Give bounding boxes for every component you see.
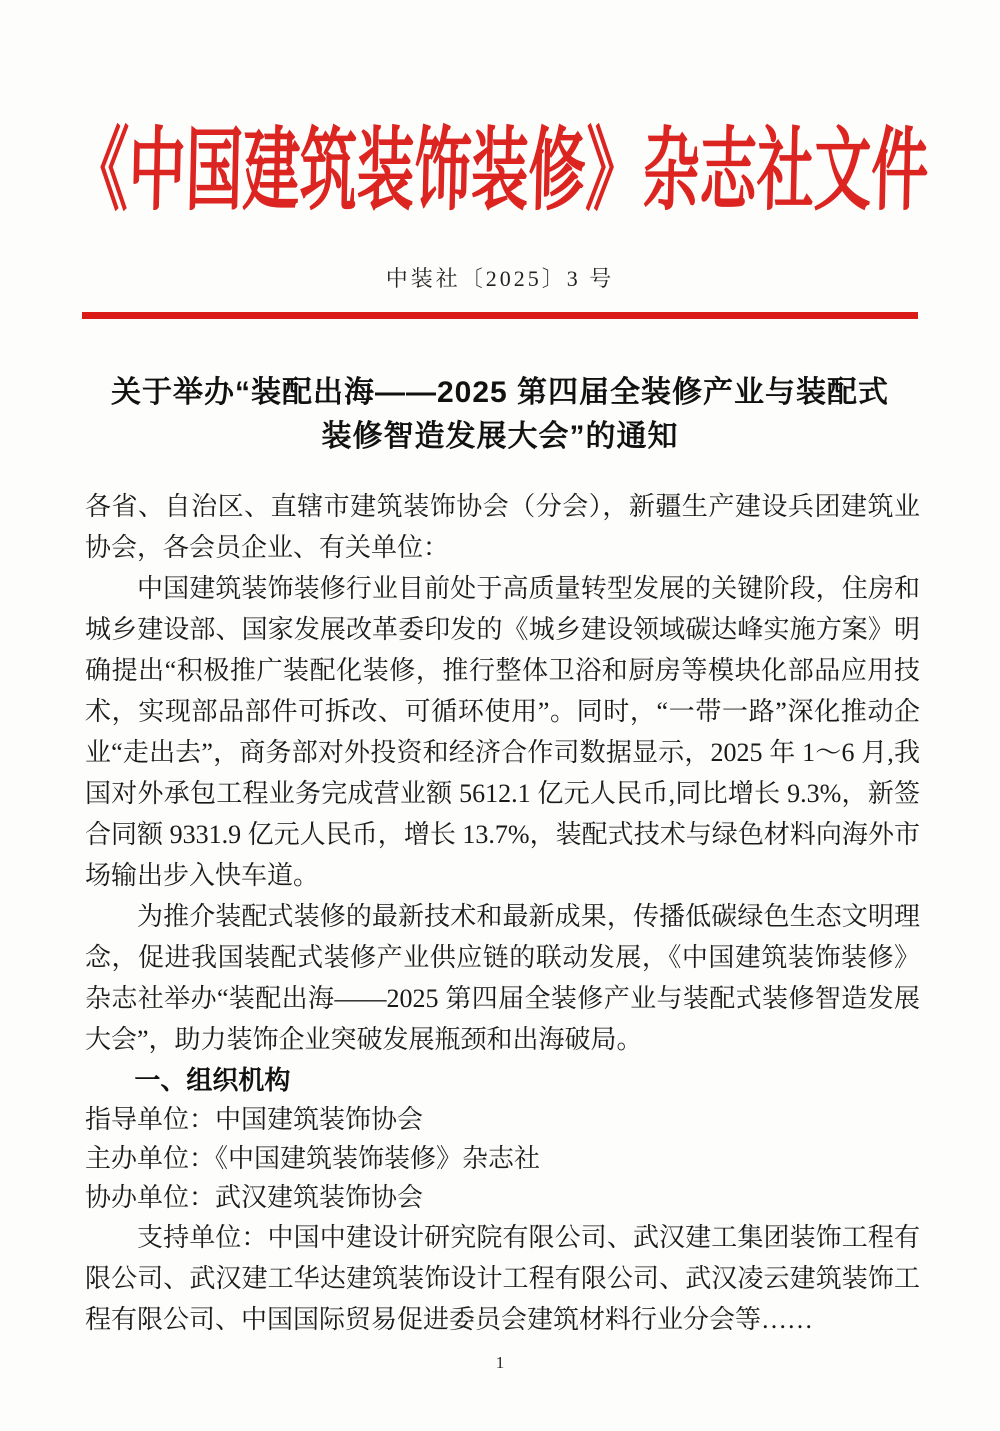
salutation: 各省、自治区、直辖市建筑装饰协会（分会），新疆生产建设兵团建筑业协会，各会员企业、有关单位：	[85, 492, 920, 562]
paragraph-support-units: 支持单位：中国中建设计研究院有限公司、武汉建工集团装饰工程有限公司、武汉建工华达建筑装饰设计工程有限公司、武汉凌云建筑装饰工程有限公司、中国国际贸易促进委员会建筑材料行业分会等……	[85, 1223, 920, 1334]
notice-title	[0, 371, 1000, 459]
doc-number: 中装社〔2025〕3 号	[385, 266, 615, 291]
org-item-host-unit: 主办单位：《中国建筑装饰装修》杂志社	[85, 1144, 541, 1173]
page-number: 1	[495, 1353, 505, 1372]
notice-title-line2: 装修智造发展大会”的通知	[321, 420, 679, 453]
red-divider-rule	[82, 312, 918, 319]
notice-title-line1: 关于举办“装配出海——2025 第四届全装修产业与装配式	[110, 376, 890, 409]
masthead-title: 《中国建筑装饰装修》杂志社文件	[70, 121, 930, 223]
notice-body	[85, 486, 920, 1340]
paragraph-event-purpose: 为推介装配式装修的最新技术和最新成果，传播低碳绿色生态文明理念，促进我国装配式装修产业供应链的联动发展，《中国建筑装饰装修》杂志社举办“装配出海——2025 第四届全装修产业与装配式装修智造发展大会”，助力装饰企业突破发展瓶颈和出海破局。	[85, 902, 920, 1054]
masthead	[0, 110, 1000, 223]
section-heading-organization: 一、组织机构	[134, 1065, 291, 1095]
paragraph-industry-context: 中国建筑装饰装修行业目前处于高质量转型发展的关键阶段，住房和城乡建设部、国家发展改革委印发的《城乡建设领域碳达峰实施方案》明确提出“积极推广装配化装修，推行整体卫浴和厨房等模块化部品应用技术，实现部品部件可拆改、可循环使用”。同时，“一带一路”深化推动企业“走出去”，商务部对外投资和经济合作司数据显示，2025 年 1～6 月,我国对外承包工程业务完成营业额 5612.1 亿元人民币,同比增长 9.3%，新签合同额 9331.9 亿元人民币，增长 13.7%，装配式技术与绿色材料向海外市场输出步入快车道。	[85, 574, 920, 890]
org-item-coorganizer-unit: 协办单位：武汉建筑装饰协会	[85, 1183, 424, 1212]
org-item-guidance-unit: 指导单位：中国建筑装饰协会	[85, 1105, 424, 1134]
